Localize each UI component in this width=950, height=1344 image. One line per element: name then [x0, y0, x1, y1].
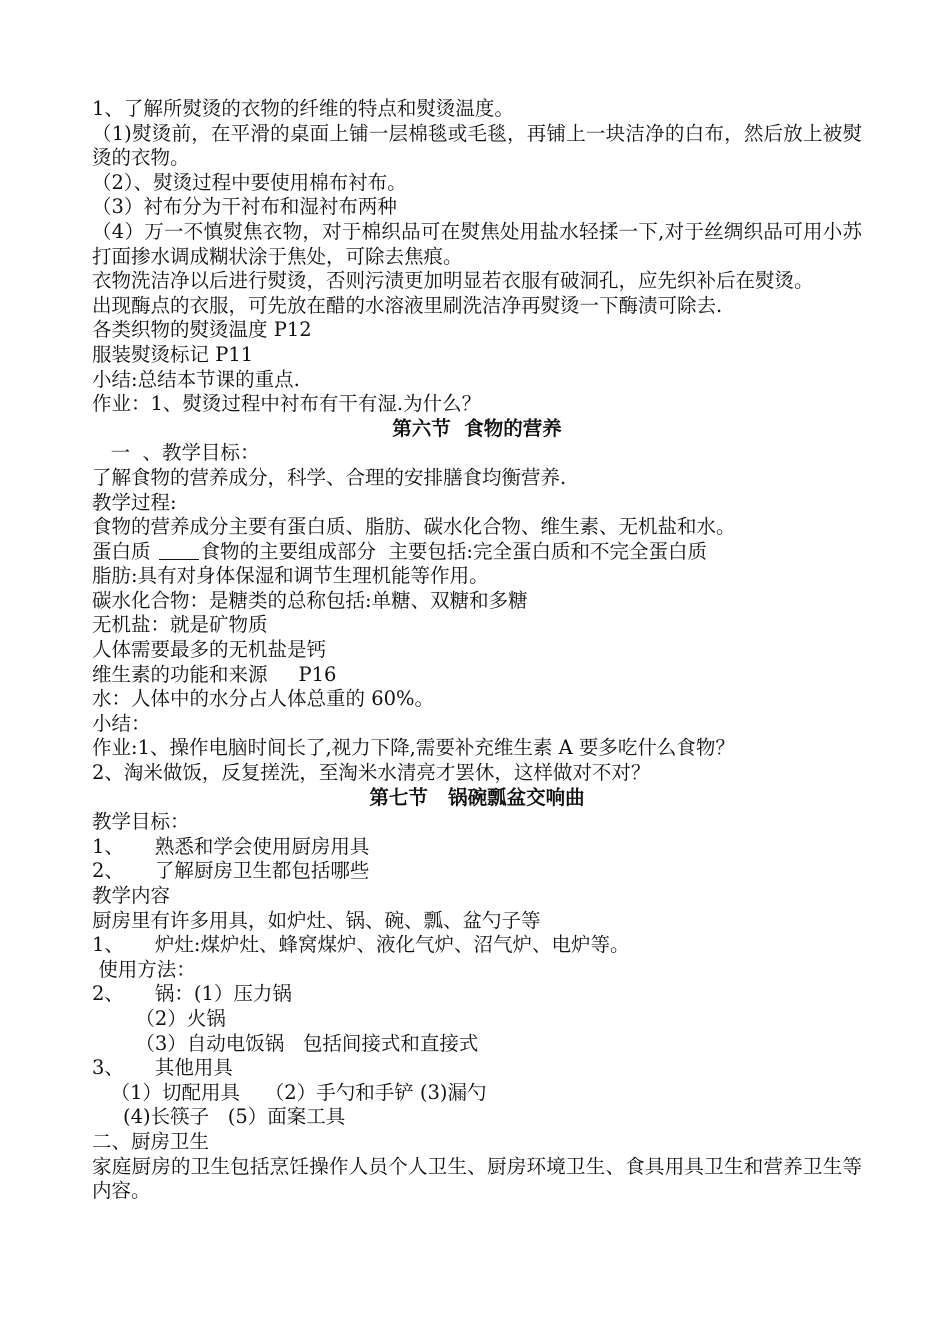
text-line: [92, 540, 862, 565]
text-line: 厨房里有许多用具，如炉灶、锅、碗、瓢、盆勺子等: [92, 908, 541, 932]
text-paragraph: （1)熨烫前，在平滑的桌面上铺一层棉毯或毛毯，再铺上一块洁净的白布，然后放上被熨烫的衣物。: [92, 121, 862, 170]
text-line: 人体需要最多的无机盐是钙: [92, 638, 327, 662]
document-page: [92, 97, 862, 1204]
text-line: 食物的营养成分主要有蛋白质、脂肪、碳水化合物、维生素、无机盐和水。: [92, 515, 736, 539]
text-line: 维生素的功能和来源 P16: [92, 662, 337, 686]
text-line: 碳水化合物：是糖类的总称包括:单糖、双糖和多糖: [92, 588, 528, 612]
text-line: （2）火锅: [92, 1006, 226, 1030]
text-line: 出现酶点的衣服，可先放在醋的水溶液里刷洗洁净再熨烫一下酶渍可除去.: [92, 293, 723, 317]
text-line: 教学内容: [92, 884, 171, 907]
text-line: （1）切配用具 （2）手勺和手铲 (3)漏勺: [92, 1080, 487, 1104]
text-line: 2、淘米做饭，反复搓洗，至淘米水清亮才罢休，这样做对不对？: [92, 761, 651, 785]
text-paragraph: （4）万一不慎熨焦衣物，对于棉织品可在熨焦处用盐水轻揉一下,对于丝绸织品可用小苏打面掺水调成糊状涂于焦处，可除去焦痕。: [92, 219, 862, 268]
text-line: 2、 锅：(1）压力锅: [92, 982, 292, 1006]
text-paragraph: 家庭厨房的卫生包括烹饪操作人员个人卫生、厨房环境卫生、食具用具卫生和营养卫生等内容。: [92, 1154, 862, 1203]
text-line: 二、厨房卫生: [92, 1129, 210, 1153]
text-line: 水：人体中的水分占人体总重的 60%。: [92, 687, 435, 711]
text-line: 1、 炉灶:煤炉灶、蜂窝煤炉、液化气炉、沼气炉、电炉等。: [92, 933, 630, 957]
blank-underline: [159, 541, 199, 560]
text-line: 1、 熟悉和学会使用厨房用具: [92, 834, 370, 858]
text-line: （3）自动电饭锅 包括间接式和直接式: [92, 1031, 479, 1055]
text-line: 各类织物的熨烫温度 P12: [92, 318, 312, 342]
text-paragraph: 衣物洗洁净以后进行熨烫，否则污渍更加明显若衣服有破洞孔，应先织补后在熨烫。: [92, 269, 814, 293]
text-line: 3、 其他用具: [92, 1056, 233, 1080]
text-line: 作业：1、熨烫过程中衬布有干有湿.为什么？: [92, 392, 482, 416]
text-line: (4)长筷子 (5）面案工具: [92, 1105, 346, 1129]
text-line: 一 、教学目标：: [92, 441, 260, 465]
section-heading: 第七节 锅碗瓢盆交响曲: [369, 785, 585, 809]
text-line: 小结:总结本节课的重点.: [92, 367, 300, 391]
text-line: 作业:1、操作电脑时间长了,视力下降,需要补充维生素 A 要多吃什么食物？: [92, 736, 735, 760]
text-line: （2）、熨烫过程中要使用棉布衬布。: [92, 170, 407, 194]
text-span: 食物的主要组成部分 主要包括:完全蛋白质和不完全蛋白质: [200, 539, 707, 563]
text-span: 蛋白质: [92, 539, 151, 563]
text-line: 脂肪:具有对身体保湿和调节生理机能等作用。: [92, 564, 489, 588]
section-heading: 第六节 食物的营养: [392, 416, 562, 440]
text-line: 服装熨烫标记 P11: [92, 342, 254, 366]
text-line: （3）衬布分为干衬布和湿衬布两种: [92, 195, 397, 219]
text-line: 2、 了解厨房卫生都包括哪些: [92, 859, 370, 883]
text-line: 使用方法：: [92, 957, 196, 981]
text-line: 教学过程:: [92, 490, 177, 514]
text-line: 小结：: [92, 711, 151, 735]
text-line: 了解食物的营养成分，科学、合理的安排膳食均衡营养.: [92, 465, 567, 489]
text-line: 1、了解所熨烫的衣物的纤维的特点和熨烫温度。: [92, 97, 514, 120]
text-line: 教学目标：: [92, 810, 190, 834]
text-line: 无机盐：就是矿物质: [92, 613, 268, 637]
